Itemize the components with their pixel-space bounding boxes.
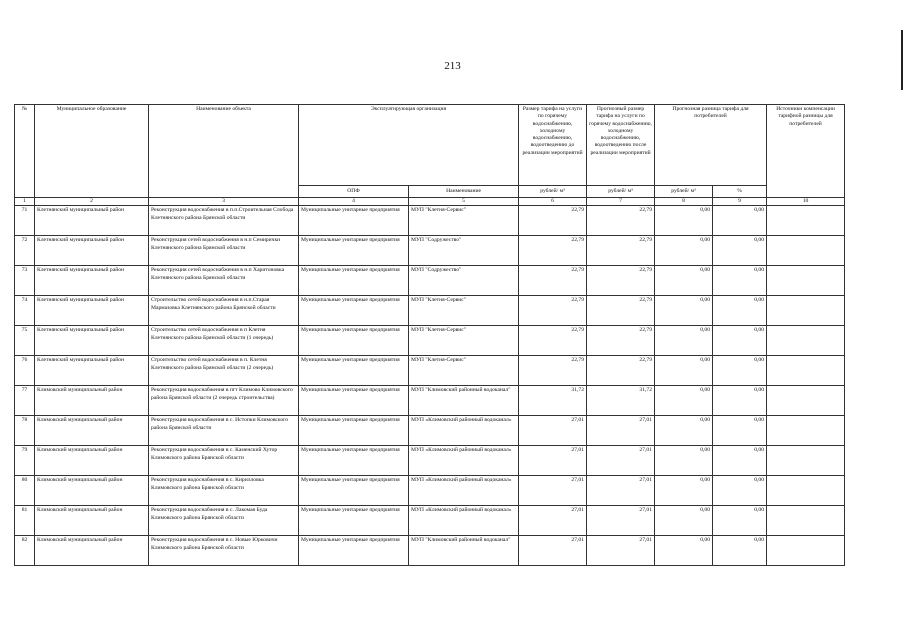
opf-cell: Муниципальные унитарные предприятия (299, 206, 409, 236)
object-name-cell: Строительство сетей водоснабжения в п. Клетня Клетнянского района Брянской области (2 очередь) (149, 356, 299, 386)
organization-cell: МУП "Климовский районный водоканал" (409, 386, 519, 416)
tariff-forecast-cell: 27,01 (587, 416, 655, 446)
column-number: 9 (713, 198, 767, 206)
municipality-cell: Климовский муниципальный район (35, 386, 149, 416)
column-number: 10 (767, 198, 845, 206)
column-number: 4 (299, 198, 409, 206)
tariff-forecast-cell: 22,79 (587, 356, 655, 386)
tariff-current-cell: 27,01 (519, 536, 587, 566)
compensation-source-cell (767, 446, 845, 476)
compensation-source-cell (767, 356, 845, 386)
scan-edge-mark (901, 30, 903, 90)
tariff-current-cell: 22,79 (519, 326, 587, 356)
row-number: 73 (15, 266, 35, 296)
municipality-cell: Клетнянский муниципальный район (35, 206, 149, 236)
organization-cell: МУП «Климовский районный водоканал» (409, 476, 519, 506)
tariff-current-cell: 27,01 (519, 416, 587, 446)
tariff-current-cell: 27,01 (519, 506, 587, 536)
header-percent: % (713, 186, 767, 198)
table-row (15, 236, 845, 266)
tariff-current-cell: 22,79 (519, 266, 587, 296)
opf-cell: Муниципальные унитарные предприятия (299, 386, 409, 416)
tariff-diff-percent-cell: 0,00 (713, 476, 767, 506)
table-row (15, 416, 845, 446)
organization-cell: МУП «Климовский районный водоканал» (409, 446, 519, 476)
organization-cell: МУП "Содружество" (409, 266, 519, 296)
table-row (15, 476, 845, 506)
object-name-cell: Реконструкция водоснабжения в пгт Климово Климовского района Брянской области (2 очередь строительства) (149, 386, 299, 416)
tariff-diff-percent-cell: 0,00 (713, 446, 767, 476)
compensation-source-cell (767, 386, 845, 416)
column-number: 3 (149, 198, 299, 206)
tariff-diff-percent-cell: 0,00 (713, 236, 767, 266)
row-number: 74 (15, 296, 35, 326)
tariff-diff-cell: 0,00 (655, 446, 713, 476)
tariff-diff-cell: 0,00 (655, 206, 713, 236)
municipality-cell: Клетнянский муниципальный район (35, 356, 149, 386)
header-operator: Эксплуатирующая организация (299, 105, 519, 186)
organization-cell: МУП «Климовский районный водоканал» (409, 416, 519, 446)
tariff-forecast-cell: 22,79 (587, 266, 655, 296)
header-municipality: Муниципальное образование (35, 105, 149, 198)
municipality-cell: Клетнянский муниципальный район (35, 266, 149, 296)
opf-cell: Муниципальные унитарные предприятия (299, 416, 409, 446)
opf-cell: Муниципальные унитарные предприятия (299, 536, 409, 566)
object-name-cell: Реконструкция сетей водоснабжения в н.п Харитоновка Клетнянского района Брянской области (149, 266, 299, 296)
tariff-diff-percent-cell: 0,00 (713, 506, 767, 536)
tariff-forecast-cell: 27,01 (587, 536, 655, 566)
municipality-cell: Клетнянский муниципальный район (35, 296, 149, 326)
header-num: № (15, 105, 35, 198)
tariff-current-cell: 27,01 (519, 446, 587, 476)
tariff-forecast-cell: 27,01 (587, 446, 655, 476)
tariff-forecast-cell: 22,79 (587, 326, 655, 356)
tariff-diff-cell: 0,00 (655, 506, 713, 536)
tariff-diff-cell: 0,00 (655, 296, 713, 326)
tariff-current-cell: 31,72 (519, 386, 587, 416)
header-unit-current: рублей/ м³ (519, 186, 587, 198)
header-tariff-current: Размер тарифа на услуги по горячему водоснабжению, холодному водоснабжению, водоотведению до реализации мероприятий (519, 105, 587, 186)
header-tariff-forecast: Прогнозный размер тарифа на услуги по горячему водоснабжению, холодному водоснабжению, водоотведению после реализации мероприятий (587, 105, 655, 186)
tariff-diff-percent-cell: 0,00 (713, 326, 767, 356)
tariff-current-cell: 22,79 (519, 296, 587, 326)
column-number: 1 (15, 198, 35, 206)
municipality-cell: Климовский муниципальный район (35, 446, 149, 476)
column-number: 6 (519, 198, 587, 206)
object-name-cell: Реконструкция сетей водоснабжения в н.п Семирички Клетнянского района Брянской области (149, 236, 299, 266)
row-number: 77 (15, 386, 35, 416)
opf-cell: Муниципальные унитарные предприятия (299, 236, 409, 266)
organization-cell: МУП "Клетня-Сервис" (409, 356, 519, 386)
column-number: 8 (655, 198, 713, 206)
compensation-source-cell (767, 536, 845, 566)
municipality-cell: Климовский муниципальный район (35, 416, 149, 446)
opf-cell: Муниципальные унитарные предприятия (299, 266, 409, 296)
column-number: 2 (35, 198, 149, 206)
object-name-cell: Реконструкция водоснабжения в с. Новые Юрковичи Климовского района Брянской области (149, 536, 299, 566)
table-row (15, 296, 845, 326)
organization-cell: МУП «Климовский районный водоканал» (409, 506, 519, 536)
table-row (15, 386, 845, 416)
organization-cell: МУП "Клетня-Сервис" (409, 296, 519, 326)
tariff-forecast-cell: 27,01 (587, 476, 655, 506)
tariff-table (14, 104, 845, 566)
compensation-source-cell (767, 476, 845, 506)
tariff-diff-cell: 0,00 (655, 416, 713, 446)
municipality-cell: Климовский муниципальный район (35, 476, 149, 506)
organization-cell: МУП "Содружество" (409, 236, 519, 266)
compensation-source-cell (767, 416, 845, 446)
opf-cell: Муниципальные унитарные предприятия (299, 476, 409, 506)
tariff-forecast-cell: 22,79 (587, 236, 655, 266)
row-number: 75 (15, 326, 35, 356)
page-number: 213 (444, 60, 461, 72)
municipality-cell: Климовский муниципальный район (35, 536, 149, 566)
municipality-cell: Клетнянский муниципальный район (35, 236, 149, 266)
header-name: Наименование (409, 186, 519, 198)
row-number: 71 (15, 206, 35, 236)
organization-cell: МУП "Климовский районный водоканал" (409, 536, 519, 566)
table-row (15, 356, 845, 386)
tariff-diff-cell: 0,00 (655, 326, 713, 356)
table-row (15, 266, 845, 296)
tariff-diff-percent-cell: 0,00 (713, 266, 767, 296)
tariff-diff-percent-cell: 0,00 (713, 536, 767, 566)
object-name-cell: Строительство сетей водоснабжения в н.п.Старая Мармазовка Клетнянского района Брянской области (149, 296, 299, 326)
opf-cell: Муниципальные унитарные предприятия (299, 296, 409, 326)
tariff-diff-percent-cell: 0,00 (713, 386, 767, 416)
tariff-diff-cell: 0,00 (655, 236, 713, 266)
tariff-diff-percent-cell: 0,00 (713, 206, 767, 236)
table-row (15, 446, 845, 476)
table-row (15, 536, 845, 566)
row-number: 79 (15, 446, 35, 476)
row-number: 72 (15, 236, 35, 266)
compensation-source-cell (767, 326, 845, 356)
municipality-cell: Климовский муниципальный район (35, 506, 149, 536)
tariff-diff-cell: 0,00 (655, 356, 713, 386)
object-name-cell: Реконструкция водоснабжения в п.п.Строительная Слобода Клетнянского района Брянской области (149, 206, 299, 236)
tariff-forecast-cell: 31,72 (587, 386, 655, 416)
opf-cell: Муниципальные унитарные предприятия (299, 356, 409, 386)
tariff-forecast-cell: 22,79 (587, 296, 655, 326)
row-number: 81 (15, 506, 35, 536)
tariff-diff-percent-cell: 0,00 (713, 356, 767, 386)
tariff-forecast-cell: 22,79 (587, 206, 655, 236)
tariff-current-cell: 22,79 (519, 356, 587, 386)
table-row (15, 206, 845, 236)
object-name-cell: Реконструкция водоснабжения в с. Каменский Хутор Климовского района Брянской области (149, 446, 299, 476)
tariff-diff-cell: 0,00 (655, 476, 713, 506)
opf-cell: Муниципальные унитарные предприятия (299, 326, 409, 356)
object-name-cell: Реконструкция водоснабжения в с. Лакомая Буда Климовского района Брянской области (149, 506, 299, 536)
opf-cell: Муниципальные унитарные предприятия (299, 446, 409, 476)
organization-cell: МУП "Клетня-Сервис" (409, 326, 519, 356)
compensation-source-cell (767, 236, 845, 266)
compensation-source-cell (767, 506, 845, 536)
compensation-source-cell (767, 296, 845, 326)
table-row (15, 506, 845, 536)
row-number: 82 (15, 536, 35, 566)
object-name-cell: Реконструкция водоснабжения в с. Кирилловка Климовского района Брянской области (149, 476, 299, 506)
header-opf: ОПФ (299, 186, 409, 198)
opf-cell: Муниципальные унитарные предприятия (299, 506, 409, 536)
compensation-source-cell (767, 266, 845, 296)
municipality-cell: Клетнянский муниципальный район (35, 326, 149, 356)
object-name-cell: Реконструкция водоснабжения в с. Истопки Климовского района Брянской области (149, 416, 299, 446)
tariff-diff-cell: 0,00 (655, 266, 713, 296)
row-number: 78 (15, 416, 35, 446)
header-object: Наименование объекта (149, 105, 299, 198)
tariff-forecast-cell: 27,01 (587, 506, 655, 536)
tariff-current-cell: 22,79 (519, 236, 587, 266)
column-number: 7 (587, 198, 655, 206)
organization-cell: МУП "Клетня-Сервис" (409, 206, 519, 236)
tariff-current-cell: 22,79 (519, 206, 587, 236)
column-number-row (15, 198, 845, 206)
tariff-diff-cell: 0,00 (655, 386, 713, 416)
header-sources: Источники компенсации тарифной разницы для потребителей (767, 105, 845, 198)
column-number: 5 (409, 198, 519, 206)
tariff-diff-percent-cell: 0,00 (713, 416, 767, 446)
header-unit-forecast: рублей/ м³ (587, 186, 655, 198)
header-unit-diff: рублей/ м³ (655, 186, 713, 198)
header-tariff-diff: Прогнозная разница тарифа для потребителей (655, 105, 767, 186)
tariff-diff-cell: 0,00 (655, 536, 713, 566)
tariff-current-cell: 27,01 (519, 476, 587, 506)
tariff-diff-percent-cell: 0,00 (713, 296, 767, 326)
object-name-cell: Строительство сетей водоснабжения в п Клетня Клетнянского района Брянской области (1 очередь) (149, 326, 299, 356)
compensation-source-cell (767, 206, 845, 236)
table-row (15, 326, 845, 356)
row-number: 76 (15, 356, 35, 386)
row-number: 80 (15, 476, 35, 506)
